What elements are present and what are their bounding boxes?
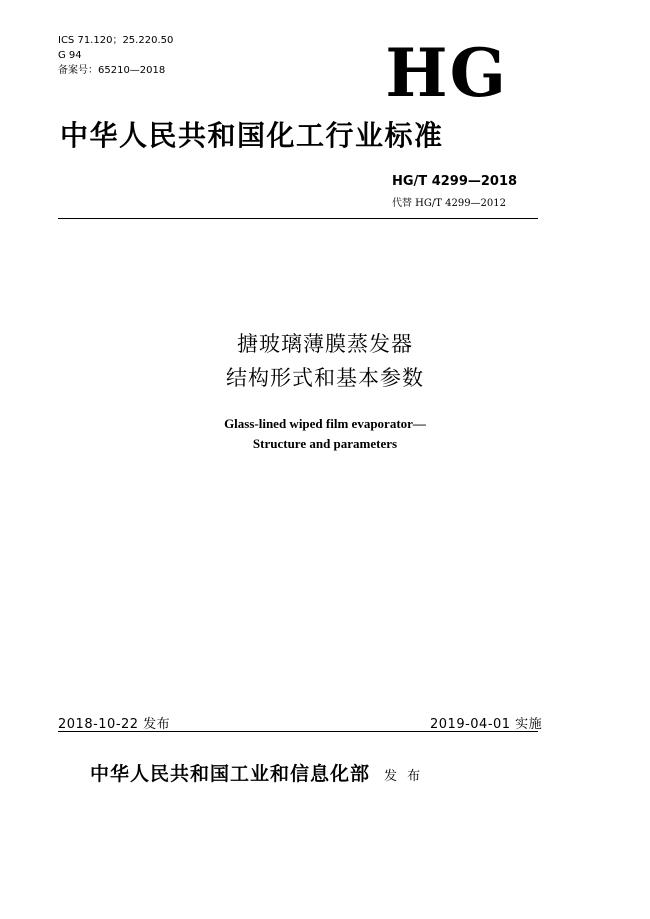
issue-date: 2018-10-22 发布 <box>58 717 171 732</box>
title-cn-line1: 搪玻璃薄膜蒸发器 <box>237 332 413 356</box>
issuer-suffix: 发 布 <box>384 769 424 784</box>
standard-number: HG/T 4299—2018 <box>392 174 518 189</box>
hg-logo: HG <box>385 34 508 112</box>
title-en-line1: Glass-lined wiped film evaporator— <box>224 416 426 431</box>
issuing-authority <box>90 760 423 791</box>
ics-code: ICS 71.120；25.220.50 <box>58 35 174 46</box>
implementation-date: 2019-04-01 实施 <box>430 717 543 732</box>
record-number: 备案号：65210—2018 <box>58 65 166 76</box>
classification-block <box>58 33 173 78</box>
title-en-line2: Structure and parameters <box>252 436 398 451</box>
industry-standard-heading: 中华人民共和国化工行业标准 <box>60 119 444 152</box>
replaces-standard: 代替 HG/T 4299—2012 <box>392 198 507 209</box>
footer-divider <box>58 731 538 732</box>
title-cn-line2: 结构形式和基本参数 <box>226 366 424 390</box>
ccs-code: G 94 <box>58 50 82 61</box>
header-divider <box>58 218 538 219</box>
issuer-name: 中华人民共和国工业和信息化部 <box>90 763 371 785</box>
